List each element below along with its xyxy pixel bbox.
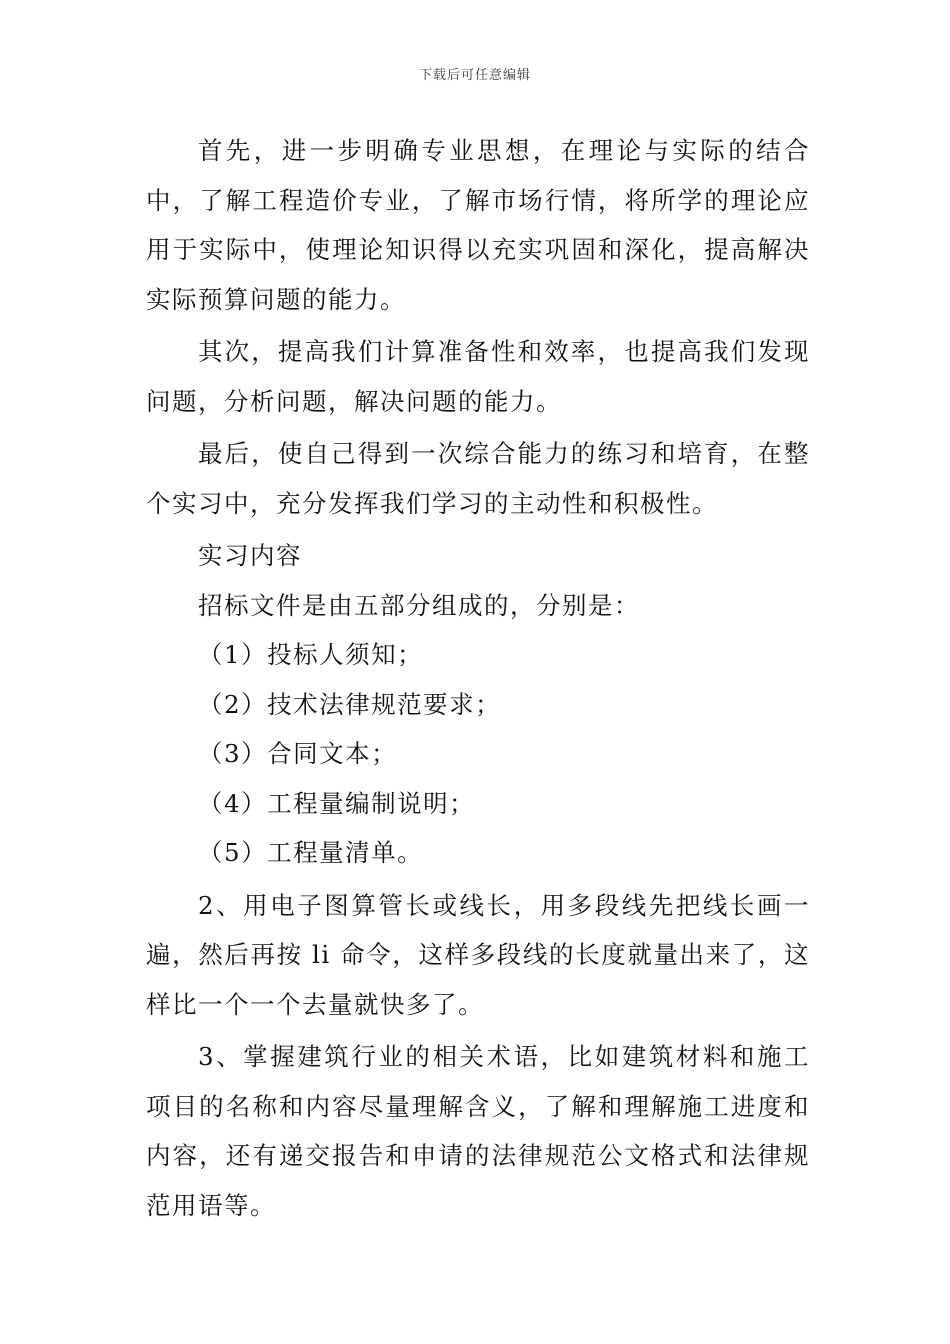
list-item: （3）合同文本；: [198, 739, 398, 768]
paragraph-point-3: 3、掌握建筑行业的相关术语，比如建筑材料和施工项目的名称和内容尽量理解含义，了解和理解施工进度和内容，还有递交报告和申请的法律规范公文格式和法律规范用语等。: [146, 1042, 810, 1220]
paragraph-purpose-last: 最后，使自己得到一次综合能力的练习和培育，在整个实习中，充分发挥我们学习的主动性和积极性。: [146, 439, 810, 518]
paragraph-purpose-second: 其次，提高我们计算准备性和效率，也提高我们发现问题，分析问题，解决问题的能力。: [146, 337, 810, 416]
list-item: （2）技术法律规范要求；: [198, 689, 502, 719]
page-header-note: 下载后可任意编辑: [418, 68, 531, 83]
paragraph-purpose-first: 首先，进一步明确专业思想，在理论与实际的结合中，了解工程造价专业，了解市场行情，将所学的理论应用于实际中，使理论知识得以充实巩固和深化，提高解决实际预算问题的能力。: [146, 136, 810, 314]
paragraph-tender-intro: 招标文件是由五部分组成的，分别是：: [198, 590, 640, 620]
list-item: （5）工程量清单。: [198, 838, 424, 867]
list-item: （1）投标人须知；: [198, 640, 424, 669]
document-body: [146, 126, 810, 1230]
paragraph-point-2: 2、用电子图算管长或线长，用多段线先把线长画一遍，然后再按 li 命令，这样多段线的长度就量出来了，这样比一个一个去量就快多了。: [146, 890, 810, 1019]
section-title: 实习内容: [198, 541, 302, 570]
list-item: （4）工程量编制说明；: [198, 788, 476, 818]
